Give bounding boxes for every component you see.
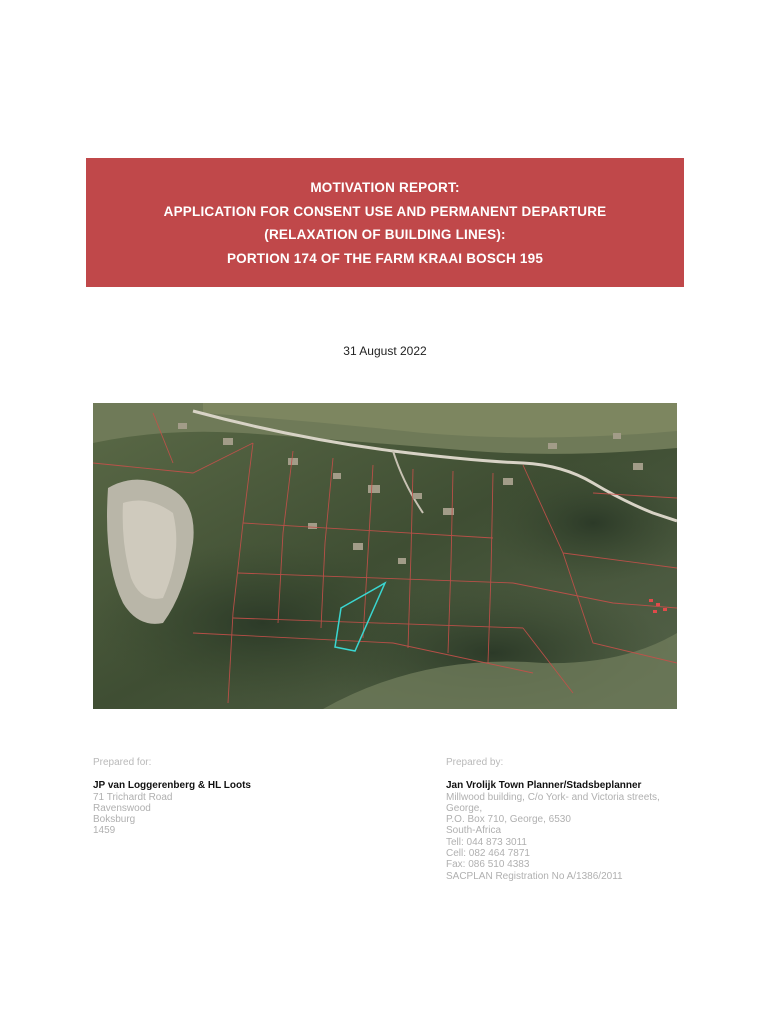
prepared-for-label: Prepared for: (93, 757, 152, 768)
aerial-map-image (93, 403, 677, 709)
title-banner (86, 158, 684, 287)
client-address-line: Ravenswood (93, 802, 151, 814)
client-name: JP van Loggerenberg & HL Loots (93, 780, 251, 792)
planner-address-line: George, (446, 802, 483, 814)
title-line-3: (RELAXATION OF BUILDING LINES): (264, 227, 506, 242)
client-address-line: 71 Trichardt Road (93, 791, 173, 803)
title-line-1: MOTIVATION REPORT: (310, 180, 460, 195)
client-address-line: Boksburg (93, 814, 136, 826)
aerial-photo (93, 403, 677, 709)
planner-address-line: P.O. Box 710, George, 6530 (446, 814, 571, 826)
planner-name: Jan Vrolijk Town Planner/Stadsbeplanner (446, 780, 642, 792)
prepared-by-block (446, 757, 746, 882)
planner-address-line: Millwood building, C/o York- and Victoria streets, (446, 791, 660, 803)
prepared-for-block (93, 757, 393, 837)
prepared-by-label: Prepared by: (446, 757, 504, 768)
title-line-2: APPLICATION FOR CONSENT USE AND PERMANENT DEPARTURE (163, 203, 607, 219)
report-date: 31 August 2022 (343, 344, 427, 358)
client-address-line: 1459 (93, 825, 116, 837)
title-line-4: PORTION 174 OF THE FARM KRAAI BOSCH 195 (226, 250, 544, 266)
planner-address-line: South-Africa (446, 825, 502, 837)
planner-cell: Cell: 082 464 7871 (446, 848, 530, 860)
planner-fax: Fax: 086 510 4383 (446, 859, 530, 871)
planner-phone: Tell: 044 873 3011 (446, 836, 527, 848)
planner-registration: SACPLAN Registration No A/1386/2011 (446, 870, 623, 882)
